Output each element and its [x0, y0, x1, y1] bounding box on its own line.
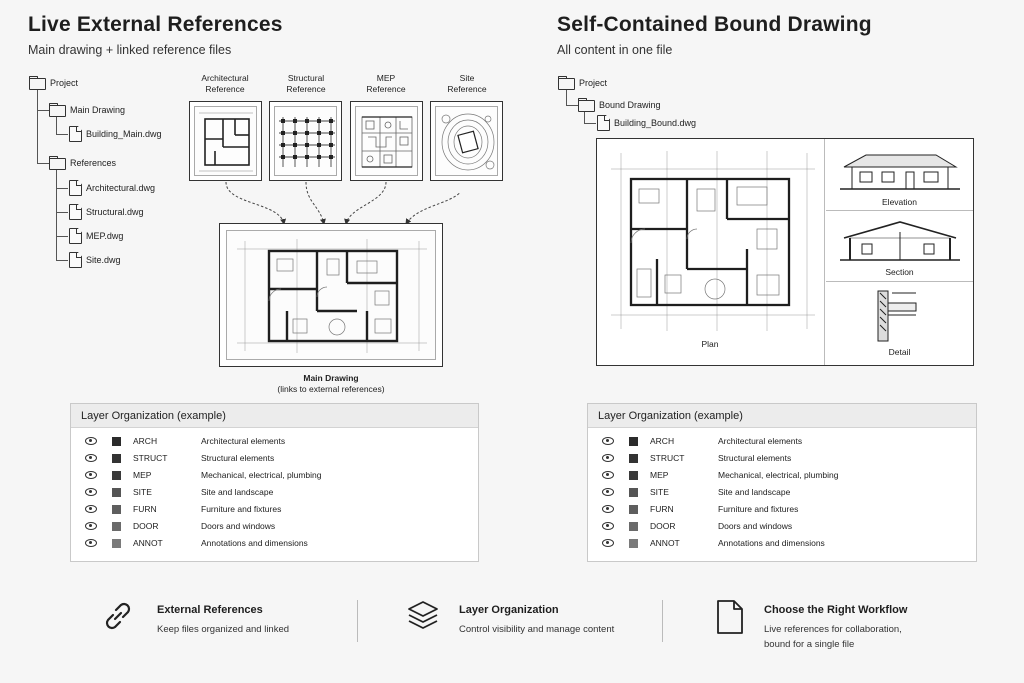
layer-description: Furniture and fixtures — [718, 504, 799, 514]
layer-color-swatch[interactable] — [629, 454, 638, 463]
layer-description: Annotations and dimensions — [201, 538, 308, 548]
detail-view[interactable] — [826, 283, 973, 365]
layer-name: DOOR — [133, 521, 159, 531]
reference-label-mep: MEP Reference — [366, 73, 406, 94]
document-icon — [713, 598, 747, 636]
tree-ref-file[interactable] — [69, 252, 121, 268]
layer-row[interactable] — [85, 436, 285, 446]
eye-icon[interactable] — [602, 454, 614, 462]
layer-color-swatch[interactable] — [112, 522, 121, 531]
bound-drawing-sheet[interactable] — [596, 138, 974, 366]
folder-icon — [558, 76, 575, 89]
tree-label: Main Drawing — [70, 104, 126, 115]
file-icon — [597, 115, 610, 131]
layer-description: Furniture and fixtures — [201, 504, 282, 514]
eye-icon[interactable] — [85, 539, 97, 547]
tree-references-folder[interactable] — [49, 156, 116, 169]
tree-bound-drawing-folder[interactable] — [578, 98, 661, 111]
layer-color-swatch[interactable] — [629, 488, 638, 497]
mep-reference-thumbnail[interactable] — [350, 101, 423, 181]
layer-name: SITE — [133, 487, 152, 497]
layer-name: MEP — [650, 470, 669, 480]
folder-icon — [49, 103, 66, 116]
layer-row[interactable] — [602, 521, 792, 531]
footer-divider — [357, 600, 358, 642]
layer-color-swatch[interactable] — [112, 539, 121, 548]
layer-description: Mechanical, electrical, plumbing — [201, 470, 322, 480]
footer-layer-organization-desc: Control visibility and manage content — [459, 624, 615, 635]
layer-name: MEP — [133, 470, 152, 480]
layer-color-swatch[interactable] — [629, 437, 638, 446]
layer-description: Annotations and dimensions — [718, 538, 825, 548]
layer-name: ANNOT — [650, 538, 680, 548]
layer-panel-heading: Layer Organization (example) — [71, 404, 478, 428]
layer-color-swatch[interactable] — [629, 471, 638, 480]
tree-label: References — [70, 157, 117, 168]
layer-description: Architectural elements — [201, 436, 286, 446]
layer-name: SITE — [650, 487, 669, 497]
reference-connector-arrows — [200, 180, 460, 228]
layer-color-swatch[interactable] — [629, 522, 638, 531]
eye-icon[interactable] — [602, 505, 614, 513]
footer-divider — [662, 600, 663, 642]
plan-view[interactable] — [597, 139, 825, 365]
tree-bound-file[interactable] — [597, 115, 696, 131]
layer-row[interactable] — [602, 470, 838, 480]
eye-icon[interactable] — [85, 437, 97, 445]
eye-icon[interactable] — [602, 471, 614, 479]
layer-name: STRUCT — [133, 453, 168, 463]
layer-row[interactable] — [602, 436, 802, 446]
eye-icon[interactable] — [85, 505, 97, 513]
tree-label: MEP.dwg — [86, 231, 124, 241]
eye-icon[interactable] — [85, 471, 97, 479]
footer-external-references-title: External References — [157, 604, 263, 616]
eye-icon[interactable] — [602, 437, 614, 445]
eye-icon[interactable] — [602, 488, 614, 496]
tree-main-file[interactable] — [69, 126, 162, 142]
left-title: Live External References — [28, 13, 283, 36]
main-drawing-caption: Main Drawing — [303, 373, 359, 383]
file-icon — [69, 126, 82, 142]
eye-icon[interactable] — [85, 454, 97, 462]
tree-ref-file[interactable] — [69, 204, 144, 220]
layer-panel-heading: Layer Organization (example) — [588, 404, 976, 428]
layer-row[interactable] — [85, 521, 275, 531]
elevation-view[interactable] — [826, 139, 973, 211]
file-icon — [69, 180, 82, 196]
layer-row[interactable] — [602, 538, 825, 548]
layer-name: FURN — [133, 504, 157, 514]
layer-name: FURN — [650, 504, 674, 514]
tree-label: Bound Drawing — [599, 99, 661, 110]
layer-row[interactable] — [85, 453, 274, 463]
detail-label: Detail — [888, 347, 911, 357]
layer-description: Site and landscape — [718, 487, 791, 497]
tree-label: Project — [50, 77, 79, 88]
folder-icon — [49, 156, 66, 169]
layer-color-swatch[interactable] — [629, 539, 638, 548]
layer-row[interactable] — [602, 487, 790, 497]
file-icon — [69, 252, 82, 268]
tree-project-folder[interactable] — [558, 76, 607, 89]
reference-label-site: Site Reference — [447, 73, 487, 94]
file-icon — [69, 204, 82, 220]
footer-external-references-desc: Keep files organized and linked — [157, 624, 290, 635]
left-layer-panel — [70, 403, 479, 562]
layer-description: Doors and windows — [201, 521, 276, 531]
layer-row[interactable] — [85, 487, 273, 497]
layers-icon — [404, 598, 442, 636]
layer-row[interactable] — [602, 504, 798, 514]
plan-label: Plan — [701, 339, 719, 349]
architectural-reference-thumbnail[interactable] — [189, 101, 262, 181]
structural-reference-thumbnail[interactable] — [269, 101, 342, 181]
footer-workflow-desc-line1: Live references for collaboration, — [764, 624, 902, 635]
tree-label: Building_Main.dwg — [86, 129, 162, 139]
link-icon — [100, 598, 136, 634]
layer-name: ARCH — [133, 436, 158, 446]
tree-main-drawing-folder[interactable] — [49, 103, 125, 116]
tree-label: Building_Bound.dwg — [614, 118, 697, 128]
layer-name: DOOR — [650, 521, 676, 531]
tree-project-folder[interactable] — [29, 76, 78, 89]
layer-name: STRUCT — [650, 453, 685, 463]
tree-label: Site.dwg — [86, 255, 121, 265]
tree-label: Project — [579, 77, 608, 88]
layer-row[interactable] — [85, 538, 308, 548]
layer-color-swatch[interactable] — [112, 437, 121, 446]
reference-label-architectural: Architectural Reference — [201, 73, 249, 94]
left-subtitle: Main drawing + linked reference files — [28, 43, 232, 57]
layer-row[interactable] — [85, 504, 281, 514]
footer-workflow-desc-line2: bound for a single file — [764, 639, 855, 650]
tree-ref-file[interactable] — [69, 228, 123, 244]
eye-icon[interactable] — [85, 522, 97, 530]
eye-icon[interactable] — [85, 488, 97, 496]
layer-description: Structural elements — [201, 453, 275, 463]
layer-description: Structural elements — [718, 453, 792, 463]
layer-description: Architectural elements — [718, 436, 803, 446]
file-icon — [69, 228, 82, 244]
section-view[interactable] — [826, 212, 973, 282]
right-title: Self-Contained Bound Drawing — [557, 13, 872, 36]
layer-color-swatch[interactable] — [112, 471, 121, 480]
folder-icon — [29, 76, 46, 89]
layer-color-swatch[interactable] — [112, 488, 121, 497]
tree-ref-file[interactable] — [69, 180, 155, 196]
right-subtitle: All content in one file — [557, 43, 673, 57]
layer-description: Mechanical, electrical, plumbing — [718, 470, 839, 480]
layer-color-swatch[interactable] — [112, 454, 121, 463]
main-drawing-caption-sub: (links to external references) — [277, 384, 385, 394]
tree-label: Structural.dwg — [86, 207, 144, 217]
right-layer-panel — [587, 403, 977, 562]
layer-color-swatch[interactable] — [629, 505, 638, 514]
site-reference-thumbnail[interactable] — [430, 101, 503, 181]
layer-row[interactable] — [85, 470, 321, 480]
section-label: Section — [885, 267, 914, 277]
layer-row[interactable] — [602, 453, 791, 463]
folder-icon — [578, 98, 595, 111]
layer-description: Doors and windows — [718, 521, 793, 531]
elevation-label: Elevation — [882, 197, 917, 207]
tree-label: Architectural.dwg — [86, 183, 156, 193]
layer-name: ARCH — [650, 436, 675, 446]
eye-icon[interactable] — [602, 539, 614, 547]
reference-label-structural: Structural Reference — [286, 73, 326, 94]
eye-icon[interactable] — [602, 522, 614, 530]
layer-name: ANNOT — [133, 538, 163, 548]
footer-layer-organization-title: Layer Organization — [459, 604, 559, 616]
layer-description: Site and landscape — [201, 487, 274, 497]
main-drawing-canvas[interactable] — [219, 223, 443, 367]
footer-workflow-title: Choose the Right Workflow — [764, 604, 908, 616]
layer-color-swatch[interactable] — [112, 505, 121, 514]
